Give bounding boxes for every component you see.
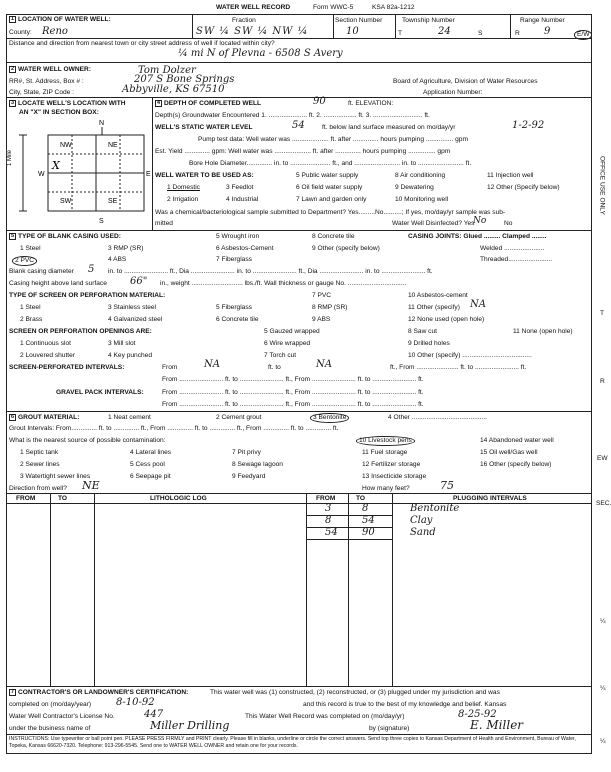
contam-fuel[interactable]: 11 Fuel storage bbox=[362, 449, 408, 456]
plug-row-from[interactable]: 3 bbox=[325, 503, 332, 514]
contam-other[interactable]: 16 Other (specify below) bbox=[480, 461, 552, 468]
log-to-header: TO bbox=[58, 495, 68, 502]
grout-cement[interactable]: 2 Cement grout bbox=[216, 414, 262, 421]
side-t: T bbox=[600, 310, 605, 317]
screen-material-label: TYPE OF SCREEN OR PERFORATION MATERIAL: bbox=[9, 292, 166, 299]
static-level-date[interactable]: 1-2-92 bbox=[512, 120, 545, 131]
south-label: S bbox=[99, 218, 104, 225]
casing-rmp[interactable]: 3 RMP (SR) bbox=[108, 245, 144, 252]
opening-key-punched[interactable]: 4 Key punched bbox=[108, 352, 152, 359]
county-label: County: bbox=[9, 29, 32, 36]
screen-asbestos[interactable]: 10 Asbestos-cement bbox=[408, 292, 468, 299]
casing-steel[interactable]: 1 Steel bbox=[20, 245, 41, 252]
screen-none[interactable]: 12 None used (open hole) bbox=[408, 316, 485, 323]
screen-other-value[interactable]: NA bbox=[470, 299, 486, 310]
casing-joints: CASING JOINTS: Glued ......... Clamped ........ bbox=[408, 233, 547, 240]
owner-value[interactable]: Tom Dolzer bbox=[138, 65, 196, 76]
contam-livestock[interactable]: 10 Livestock pens bbox=[356, 436, 415, 446]
static-level-rest: ft. below land surface measured on mo/day/yr bbox=[322, 124, 456, 131]
township-label: Township Number bbox=[402, 17, 455, 24]
signature[interactable]: E. Miller bbox=[470, 718, 524, 732]
fraction-value[interactable]: SW ¼ SW ¼ NW ¼ bbox=[196, 26, 309, 37]
use-air-conditioning[interactable]: 8 Air conditioning bbox=[395, 172, 446, 179]
side-sec: SEC. bbox=[596, 500, 611, 507]
range-value[interactable]: 9 bbox=[544, 26, 551, 37]
casing-diameter-rest: in. to ........................ ft., Dia ........................ in. to ........................ ft., Dia ........................ in. to ........................ ft. bbox=[108, 268, 433, 275]
casing-welded: Welded ...................... bbox=[480, 245, 545, 252]
use-oil-field[interactable]: 6 Oil field water supply bbox=[296, 184, 363, 191]
chem-sample-line: Was a chemical/bacteriological sample submitted to Department? Yes.........No..........; If yes, mo/day/yr sample was sub- bbox=[155, 209, 506, 216]
west-label: W bbox=[38, 171, 45, 178]
spi-from-value[interactable]: NA bbox=[204, 359, 220, 370]
contam-fertilizer[interactable]: 12 Fertilizer storage bbox=[362, 461, 421, 468]
section-number-value[interactable]: 10 bbox=[346, 26, 359, 37]
opening-mill[interactable]: 3 Mill slot bbox=[108, 340, 136, 347]
section-2-label: 2 WATER WELL OWNER: bbox=[10, 66, 92, 73]
plug-row-to[interactable]: 90 bbox=[362, 527, 375, 538]
plug-row-from[interactable]: 8 bbox=[325, 515, 332, 526]
plug-row-desc[interactable]: Bentonite bbox=[410, 503, 460, 514]
spi-label: SCREEN-PERFORATED INTERVALS: bbox=[9, 364, 125, 371]
contam-lateral[interactable]: 4 Lateral lines bbox=[130, 449, 172, 456]
address-value[interactable]: 207 S Bone Springs bbox=[134, 74, 235, 85]
distance-value[interactable]: ¼ mi N of Plevna - 6508 S Avery bbox=[178, 48, 343, 59]
casing-threaded: Threaded........................ bbox=[480, 256, 553, 263]
application-number-label: Application Number: bbox=[423, 89, 483, 96]
use-industrial[interactable]: 4 Industrial bbox=[226, 196, 259, 203]
use-monitoring[interactable]: 10 Monitoring well bbox=[395, 196, 449, 203]
plug-row-from[interactable]: 54 bbox=[325, 527, 338, 538]
spi-row-2: From ........................ ft. to ........................ ft., From ........................ ft. to ........................ ft. bbox=[162, 376, 424, 383]
casing-diameter-value[interactable]: 5 bbox=[88, 264, 95, 275]
use-injection[interactable]: 11 Injection well bbox=[487, 172, 534, 179]
casing-pvc[interactable]: 2 PVC bbox=[12, 256, 37, 266]
ksa-reference: KSA 82a-1212 bbox=[372, 4, 415, 11]
how-many-feet-label: How many feet? bbox=[362, 485, 410, 492]
depth-value[interactable]: 90 bbox=[313, 96, 326, 107]
use-feedlot[interactable]: 3 Feedlot bbox=[226, 184, 254, 191]
signature-label: by (signature) bbox=[369, 725, 410, 732]
plug-row-to[interactable]: 54 bbox=[362, 515, 375, 526]
completed-value[interactable]: 8-10-92 bbox=[116, 697, 155, 708]
board-text: Board of Agriculture, Division of Water Resources bbox=[393, 78, 538, 85]
section-4-label: 4 DEPTH OF COMPLETED WELL bbox=[156, 100, 262, 107]
ne-label: NE bbox=[108, 142, 118, 149]
one-mile-label: 1 Mile bbox=[7, 150, 13, 167]
spi-to-label: ft. to bbox=[268, 364, 281, 371]
screen-fiberglass[interactable]: 5 Fiberglass bbox=[216, 304, 252, 311]
contamination-label: What is the nearest source of possible contamination: bbox=[9, 437, 166, 444]
nw-label: NW bbox=[60, 142, 72, 149]
screen-abs[interactable]: 9 ABS bbox=[312, 316, 331, 323]
casing-abs[interactable]: 4 ABS bbox=[108, 256, 127, 263]
contam-insecticide[interactable]: 13 Insecticide storage bbox=[362, 473, 427, 480]
city-value[interactable]: Abbyville, KS 67510 bbox=[122, 84, 225, 95]
contam-oil-gas[interactable]: 15 Oil well/Gas well bbox=[480, 449, 538, 456]
contam-sewer[interactable]: 2 Sewer lines bbox=[20, 461, 60, 468]
city-label: City, State, ZIP Code : bbox=[9, 89, 74, 96]
plug-row-desc[interactable]: Clay bbox=[410, 515, 433, 526]
license-value[interactable]: 447 bbox=[144, 709, 164, 720]
plug-row-divider bbox=[306, 539, 392, 540]
disinfected-no-mark[interactable]: No bbox=[473, 216, 487, 226]
sw-label: SW bbox=[60, 198, 72, 205]
grout-neat[interactable]: 1 Neat cement bbox=[108, 414, 151, 421]
elevation-label: ft. ELEVATION: bbox=[348, 100, 394, 107]
opening-wire[interactable]: 6 Wire wrapped bbox=[264, 340, 311, 347]
grout-bentonite[interactable]: 3 Bentonite bbox=[310, 413, 349, 423]
use-lawn-garden[interactable]: 7 Lawn and garden only bbox=[296, 196, 367, 203]
well-location-x-mark: X bbox=[52, 159, 60, 172]
address-label: RR#, St. Address, Box # : bbox=[9, 78, 84, 85]
opening-drilled[interactable]: 9 Drilled holes bbox=[408, 340, 450, 347]
casing-concrete-tile[interactable]: 8 Concrete tile bbox=[312, 233, 355, 240]
instructions: INSTRUCTIONS: Use typewriter or ball point pen. PLEASE PRESS FIRMLY and PRINT clearly. Please fill in blanks, underline or circle the correct answers. Send top three copies to Kansas Department of Health and Environment, Bureau of Water, Topeka, Kansas 66620-7320. Telephone: 913-296-5545. Send one to WATER WELL OWNER and retain one for your records. bbox=[9, 736, 576, 749]
county-value[interactable]: Reno bbox=[42, 26, 68, 37]
side-r: R bbox=[600, 378, 605, 385]
casing-height-value[interactable]: 66" bbox=[130, 276, 148, 287]
gpi-row-1: From ........................ ft. to ........................ ft., From ........................ ft. to ........................ ft. bbox=[162, 389, 424, 396]
plug-row-divider bbox=[306, 527, 392, 528]
opening-louvered[interactable]: 2 Louvered shutter bbox=[20, 352, 75, 359]
form-number: Form WWC-5 bbox=[313, 4, 354, 11]
contam-lagoon[interactable]: 8 Sewage lagoon bbox=[232, 461, 283, 468]
contam-watertight[interactable]: 3 Watertight sewer lines bbox=[20, 473, 91, 480]
township-s: S bbox=[478, 30, 483, 37]
static-level-value[interactable]: 54 bbox=[292, 120, 305, 131]
business-name-value[interactable]: Miller Drilling bbox=[150, 719, 230, 732]
section-6-label: 6 GROUT MATERIAL: bbox=[10, 414, 80, 421]
gpi-label: GRAVEL PACK INTERVALS: bbox=[56, 389, 144, 396]
license-label: Water Well Contractor's License No. bbox=[9, 713, 115, 720]
side-quarter-1: ¼ bbox=[600, 618, 606, 625]
section-1-label: 1 LOCATION OF WATER WELL: bbox=[10, 16, 111, 23]
lithologic-log-header: LITHOLOGIC LOG bbox=[150, 495, 207, 502]
use-domestic[interactable]: 1 Domestic bbox=[167, 184, 200, 191]
openings-label: SCREEN OR PERFORATION OPENINGS ARE: bbox=[9, 328, 152, 335]
fraction-label: Fraction bbox=[232, 17, 256, 24]
section-3-label: 3 LOCATE WELL'S LOCATION WITH bbox=[10, 100, 126, 107]
direction-label: Direction from well? bbox=[9, 485, 67, 492]
screen-concrete[interactable]: 6 Concrete tile bbox=[216, 316, 259, 323]
use-label: WELL WATER TO BE USED AS: bbox=[155, 172, 254, 179]
range-r: R bbox=[515, 30, 520, 37]
casing-diameter-label: Blank casing diameter bbox=[9, 268, 74, 275]
screen-brass[interactable]: 2 Brass bbox=[20, 316, 43, 323]
use-dewatering[interactable]: 9 Dewatering bbox=[395, 184, 434, 191]
opening-gauzed[interactable]: 5 Gauzed wrapped bbox=[264, 328, 320, 335]
contam-cess-pool[interactable]: 5 Cess pool bbox=[130, 461, 165, 468]
direction-value[interactable]: NE bbox=[82, 479, 100, 492]
screen-steel[interactable]: 1 Steel bbox=[20, 304, 41, 311]
static-level-label: WELL'S STATIC WATER LEVEL bbox=[155, 124, 253, 131]
distance-label: Distance and direction from nearest town or city street address of well if located within city? bbox=[9, 40, 275, 47]
se-label: SE bbox=[108, 198, 118, 205]
contam-seepage[interactable]: 6 Seepage pit bbox=[130, 473, 171, 480]
section-7-label: 7 CONTRACTOR'S OR LANDOWNER'S CERTIFICATION: bbox=[10, 689, 189, 696]
screen-other[interactable]: 11 Other (specify) bbox=[408, 304, 460, 311]
submitted-label: mitted bbox=[155, 220, 173, 227]
section-box-diagram[interactable] bbox=[16, 119, 150, 227]
opening-none[interactable]: 11 None (open hole) bbox=[513, 328, 573, 335]
contam-pit-privy[interactable]: 7 Pit privy bbox=[232, 449, 261, 456]
side-ew: EW bbox=[597, 455, 608, 462]
township-value[interactable]: 24 bbox=[438, 26, 451, 37]
plug-row-desc[interactable]: Sand bbox=[410, 527, 436, 538]
grout-intervals: Grout Intervals: From.............. ft. to .............. ft., From .............. ft. to .............. ft., From .............. ft. to .............. ft. bbox=[9, 425, 339, 432]
casing-height-rest: in., weight ............................ lbs./ft. Wall thickness or gauge No. ................................ bbox=[160, 280, 407, 287]
opening-other[interactable]: 10 Other (specify) ...................................... bbox=[408, 352, 532, 359]
plug-to-header: TO bbox=[356, 495, 366, 502]
section-number-label: Section Number bbox=[335, 17, 383, 24]
office-use-only-label: OFFICE USE ONLY bbox=[598, 156, 606, 215]
range-label: Range Number bbox=[520, 17, 565, 24]
spi-to-value[interactable]: NA bbox=[316, 359, 332, 370]
screen-rmp[interactable]: 8 RMP (SR) bbox=[312, 304, 348, 311]
plug-row-to[interactable]: 8 bbox=[362, 503, 369, 514]
casing-other[interactable]: 9 Other (specify below) bbox=[312, 245, 380, 252]
section-5-label: 5 TYPE OF BLANK CASING USED: bbox=[10, 233, 121, 240]
north-label: N bbox=[99, 120, 105, 127]
spi-from-label: From bbox=[162, 364, 178, 371]
pump-test-line: Pump test data: Well water was .................... ft. after .............. hours pumping ............... gpm bbox=[198, 136, 468, 143]
form-title: WATER WELL RECORD bbox=[216, 4, 291, 11]
use-other[interactable]: 12 Other (Specify below) bbox=[487, 184, 560, 191]
side-quarter-2: ¼ bbox=[600, 685, 606, 692]
contam-septic[interactable]: 1 Septic tank bbox=[20, 449, 59, 456]
casing-height-label: Casing height above land surface bbox=[9, 280, 107, 287]
opening-continuous[interactable]: 1 Continuous slot bbox=[20, 340, 71, 347]
section-3-label-2: AN "X" IN SECTION BOX: bbox=[19, 109, 99, 116]
completed-label: completed on (mo/day/year) bbox=[9, 701, 92, 708]
disinfected-label: Water Well Disinfected? Yes bbox=[392, 220, 475, 227]
use-irrigation[interactable]: 2 Irrigation bbox=[167, 196, 199, 203]
spi-from-2: ft., From ....................... ft. to ........................ ft. bbox=[390, 364, 527, 371]
casing-wrought-iron[interactable]: 5 Wrought iron bbox=[216, 233, 260, 240]
certification-text: This water well was (1) constructed, (2) reconstructed, or (3) plugged under my jurisdiction and was bbox=[210, 689, 500, 696]
side-quarter-3: ¼ bbox=[600, 738, 606, 745]
screen-pvc[interactable]: 7 PVC bbox=[312, 292, 332, 299]
certification-text-2: and this record is true to the best of my knowledge and belief. Kansas bbox=[303, 701, 507, 708]
range-ew: E/W bbox=[574, 30, 592, 40]
plugging-intervals-header: PLUGGING INTERVALS bbox=[453, 495, 527, 502]
east-label: E bbox=[146, 171, 151, 178]
township-t: T bbox=[398, 30, 403, 37]
screen-galvanized[interactable]: 4 Galvanized steel bbox=[108, 316, 163, 323]
plug-from-header: FROM bbox=[316, 495, 336, 502]
use-public-water[interactable]: 5 Public water supply bbox=[296, 172, 359, 179]
plug-row-divider bbox=[306, 515, 392, 516]
casing-asbestos[interactable]: 6 Asbestos-Cement bbox=[216, 245, 274, 252]
yield-line: Est. Yield .............. gpm: Well water was .................... ft. after .............. hours pumping ............... gpm bbox=[155, 148, 451, 155]
disinfected-no: No bbox=[504, 220, 513, 227]
gpi-row-2: From ........................ ft. to ........................ ft., From ........................ ft. to ........................ ft. bbox=[162, 401, 424, 408]
casing-fiberglass[interactable]: 7 Fiberglass bbox=[216, 256, 252, 263]
record-completed-value[interactable]: 8-25-92 bbox=[458, 709, 497, 720]
grout-other[interactable]: 4 Other ......................................... bbox=[388, 414, 487, 421]
opening-torch[interactable]: 7 Torch cut bbox=[264, 352, 297, 359]
log-from-header: FROM bbox=[16, 495, 36, 502]
contam-abandoned[interactable]: 14 Abandoned water well bbox=[480, 437, 554, 444]
screen-stainless[interactable]: 3 Stainless steel bbox=[108, 304, 157, 311]
contam-feedyard[interactable]: 9 Feedyard bbox=[232, 473, 266, 480]
groundwater-line: Depth(s) Groundwater Encountered 1. ..................... ft. 2. .................. ft. 3. ........................... ft. bbox=[155, 112, 430, 119]
business-name-label: under the business name of bbox=[9, 725, 91, 732]
opening-saw-cut[interactable]: 8 Saw cut bbox=[408, 328, 437, 335]
how-many-feet-value[interactable]: 75 bbox=[440, 479, 454, 492]
record-completed-label: This Water Well Record was completed on (mo/day/yr) bbox=[245, 713, 405, 720]
bore-line: Bore Hole Diameter.............. in. to ...................... ft., and ......................... in. to ......................... ft. bbox=[189, 160, 472, 167]
